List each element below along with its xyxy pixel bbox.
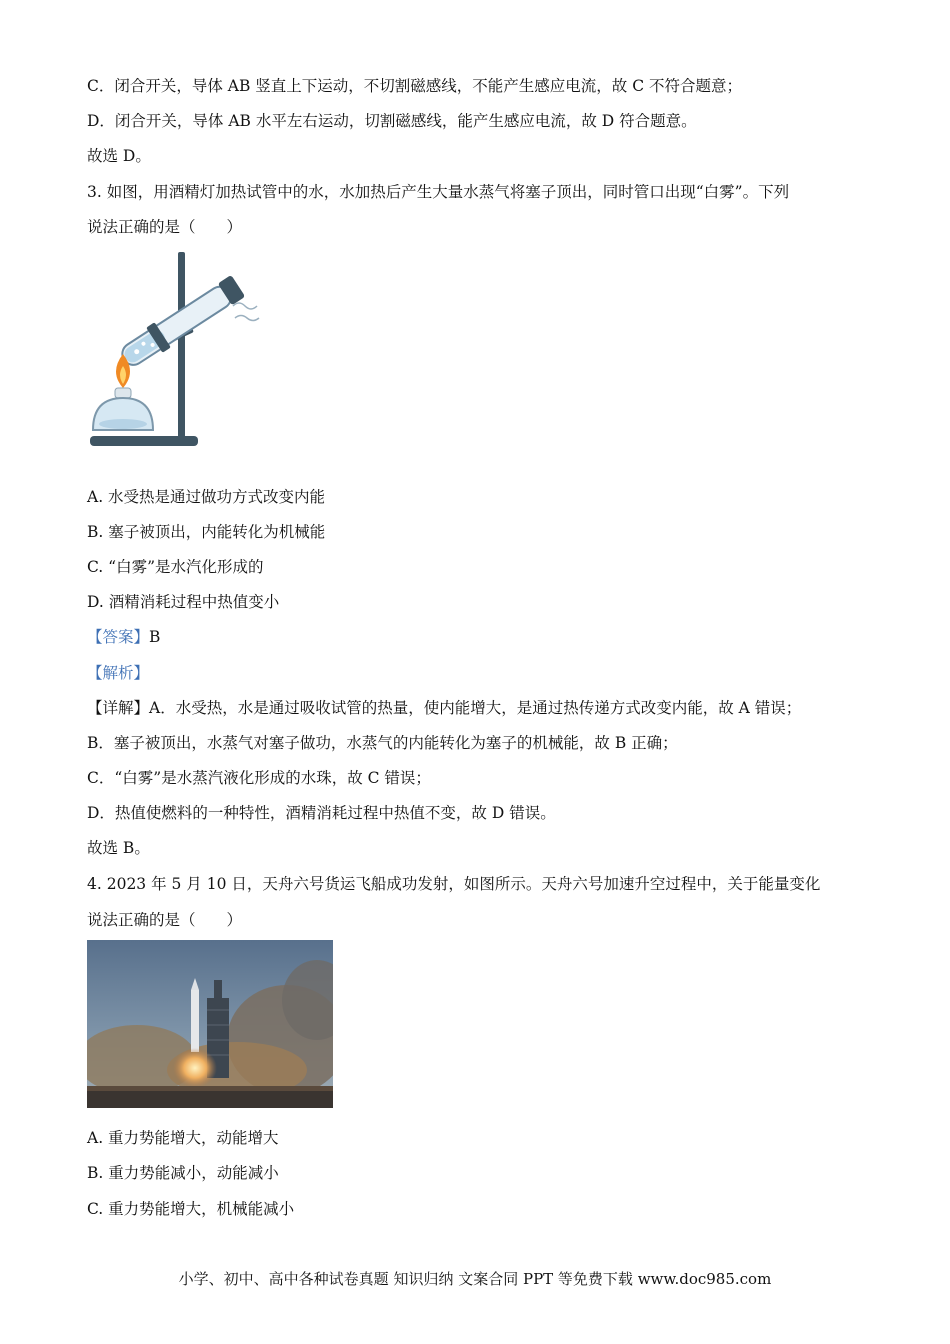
prev-option-c-text: C．闭合开关，导体 AB 竖直上下运动，不切割磁感线，不能产生感应电流，故 C 不符合题意；	[87, 77, 743, 95]
q3-stem-line1: 3. 如图，用酒精灯加热试管中的水，水加热后产生大量水蒸气将塞子顶出，同时管口出现“白雾”。下列	[87, 183, 790, 201]
q3-option-d: D. 酒精消耗过程中热值变小	[87, 593, 280, 611]
prev-option-d-text: D．闭合开关，导体 AB 水平左右运动，切割磁感线，能产生感应电流，故 D 符合题意。	[87, 112, 697, 130]
q4-stem-line2: 说法正确的是（ ）	[87, 911, 243, 929]
q4-stem-line1: 4. 2023 年 5 月 10 日，天舟六号货运飞船成功发射，如图所示。天舟六号加速升空过程中，关于能量变化	[87, 875, 821, 893]
q3-option-b: B. 塞子被顶出，内能转化为机械能	[87, 523, 326, 541]
q3-answer-line	[87, 626, 160, 648]
q4-option-b: B. 重力势能减小，动能减小	[87, 1164, 279, 1182]
page-footer: 小学、初中、高中各种试卷真题 知识归纳 文案合同 PPT 等免费下载 www.doc985.com	[178, 1270, 772, 1288]
q3-detail-a-line	[87, 697, 801, 719]
stand-rod	[178, 252, 185, 440]
q4-option-a: A. 重力势能增大，动能增大	[87, 1129, 279, 1147]
q3-detail-c: C．“白雾”是水蒸汽液化形成的水珠，故 C 错误；	[87, 769, 431, 787]
q3-option-c: C. “白雾”是水汽化形成的	[87, 558, 264, 576]
answer-value: B	[149, 628, 161, 646]
rocket-exhaust	[173, 1048, 217, 1088]
q3-detail-b: B．塞子被顶出，水蒸气对塞子做功，水蒸气的内能转化为塞子的机械能，故 B 正确；	[87, 734, 678, 752]
alcohol-lamp-test-tube-figure	[85, 248, 265, 453]
rocket-launch-photo	[87, 940, 333, 1108]
q3-detail-a: A．水受热，水是通过吸收试管的热量，使内能增大，是通过热传递方式改变内能，故 A 错误；	[149, 699, 802, 717]
answer-tag: 【答案】	[87, 628, 150, 646]
rocket	[191, 990, 199, 1052]
q3-choose: 故选 B。	[87, 839, 150, 857]
prev-choose-text: 故选 D。	[87, 147, 151, 165]
detail-tag: 【详解】	[87, 699, 150, 717]
q3-stem-line2: 说法正确的是（ ）	[87, 218, 243, 236]
q4-option-c: C. 重力势能增大，机械能减小	[87, 1200, 295, 1218]
analysis-tag: 【解析】	[87, 664, 150, 682]
q3-detail-d: D．热值使燃料的一种特性，酒精消耗过程中热值不变，故 D 错误。	[87, 804, 556, 822]
q3-option-a: A. 水受热是通过做功方式改变内能	[87, 488, 326, 506]
